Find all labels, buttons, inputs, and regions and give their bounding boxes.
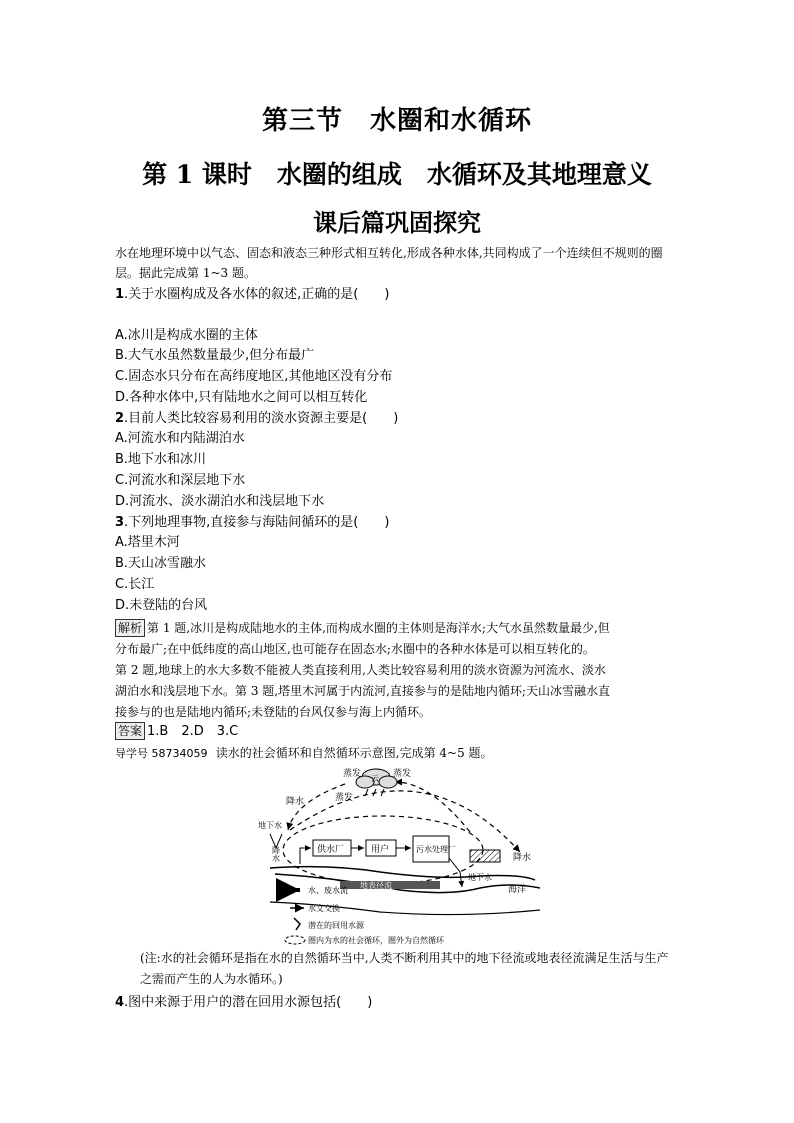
analysis-tag: 解析 [115,619,145,637]
cloud-label: 云 [371,774,379,783]
option: D.未登陆的台风 [115,598,208,613]
analysis-line-1: 解析 第 1 题,冰川是构成陆地水的主体,而构成水圈的主体则是海洋水;大气水虽然数量最少,但 [115,618,610,638]
analysis-line-4: 湖泊水和浅层地下水。第 3 题,塔里木河属于内流河,直接参与的是陆地内循环;天山冰雪融水直 [115,684,610,698]
option: C.河流水和深层地下水 [115,473,246,488]
option: A.河流水和内陆湖泊水 [115,431,245,446]
groundwater-right-label: 地下水 [468,873,492,882]
answer-tag: 答案 [115,722,145,740]
answer-line [115,722,238,742]
ground-surface [270,867,535,880]
option: D.各种水体中,只有陆地水之间可以相互转化 [115,390,368,405]
guide-number: 导学号 58734059 [115,747,208,760]
answer-text: 1.B 2.D 3.C [147,724,239,739]
question-stem: .图中来源于用户的潜在回用水源包括( ) [124,995,373,1010]
sub-title: 课后篇巩固探究 [313,208,481,237]
analysis-line-3: 第 2 题,地球上的水大多数不能被人类直接利用,人类比较容易利用的淡水资源为河流水、淡水 [115,663,606,677]
sewage-label: 污水处理厂 [416,845,456,854]
evaporation-arc [395,782,470,832]
option: B.地下水和冰川 [115,452,207,467]
question-4 [115,993,372,1013]
option: A.塔里木河 [115,535,180,550]
rain-left-arc [288,784,345,830]
groundwater-right-hatch [470,850,500,862]
runoff-label: 地表径流 [360,881,392,890]
ocean-label: 海洋 [508,885,527,895]
analysis-line-5: 接参与的也是陆地内循环;未登陆的台风仅参与海上内循环。 [115,705,432,719]
rain-vertical-label: 降水 [271,846,281,862]
legend-exchange-label: 水文交换 [308,904,340,913]
legend-cycle-label: 圈内为水的社会循环，圈外为自然循环 [308,936,444,945]
rain-right-label: 降水 [513,853,532,863]
analysis-line-2: 分布最广;在中低纬度的高山地区,也可能存在固态水;水圈中的各种水体是可以相互转化的。 [115,642,595,656]
option: C.长江 [115,577,155,592]
guide-text: 读水的社会循环和自然循环示意图,完成第 4~5 题。 [215,746,493,760]
question-stem: .目前人类比较容易利用的淡水资源主要是( ) [124,411,399,426]
evap-label-3: 蒸发 [335,793,354,803]
evap-label-1: 蒸发 [343,769,362,779]
user-label: 用户 [371,845,390,855]
question-number: 4 [115,995,125,1010]
option: B.大气水虽然数量最少,但分布最广 [115,348,315,363]
legend-source-icon [294,918,300,930]
option: D.河流水、淡水湖泊水和浅层地下水 [115,494,325,509]
section-title: 第三节 水圈和水循环 [261,106,532,136]
question-1 [115,285,389,305]
option: A.冰川是构成水圈的主体 [115,328,258,343]
option: C.固态水只分布在高纬度地区,其他地区没有分布 [115,369,393,384]
water-cycle-diagram [0,762,794,962]
diagram-note: (注:水的社会循环是指在水的自然循环当中,人类不断利用其中的地下径流或地表径流满足生活与生产之需而产生的人为水循环。) [140,951,669,986]
legend-cycle-ellipse [285,936,305,944]
question-number: 1 [115,287,125,302]
question-stem: .下列地理事物,直接参与海陆间循环的是( ) [124,515,390,530]
question-2 [115,409,398,429]
water-supply-label: 供水厂 [317,845,345,855]
guide-line [115,743,493,764]
question-stem: .关于水圈构成及各水体的叙述,正确的是( ) [124,287,390,302]
lesson-title: 第 1 课时 水圈的组成 水循环及其地理意义 [142,160,652,189]
legend-flow-label: 水、废水流 [308,886,348,895]
question-number: 2 [115,411,125,426]
question-number: 3 [115,515,125,530]
evap-label-2: 蒸发 [393,769,412,779]
option: B.天山冰雪融水 [115,556,207,571]
intro-paragraph: 水在地理环境中以气态、固态和液态三种形式相互转化,形成各种水体,共同构成了一个连续但不规则的圈层。据此完成第 1~3 题。 [115,246,663,280]
groundwater-left-label: 地下水 [258,821,282,830]
legend-source-label: 潜在的回用水源 [308,921,364,930]
rain-left-label: 降水 [286,797,305,807]
question-3 [115,513,389,533]
